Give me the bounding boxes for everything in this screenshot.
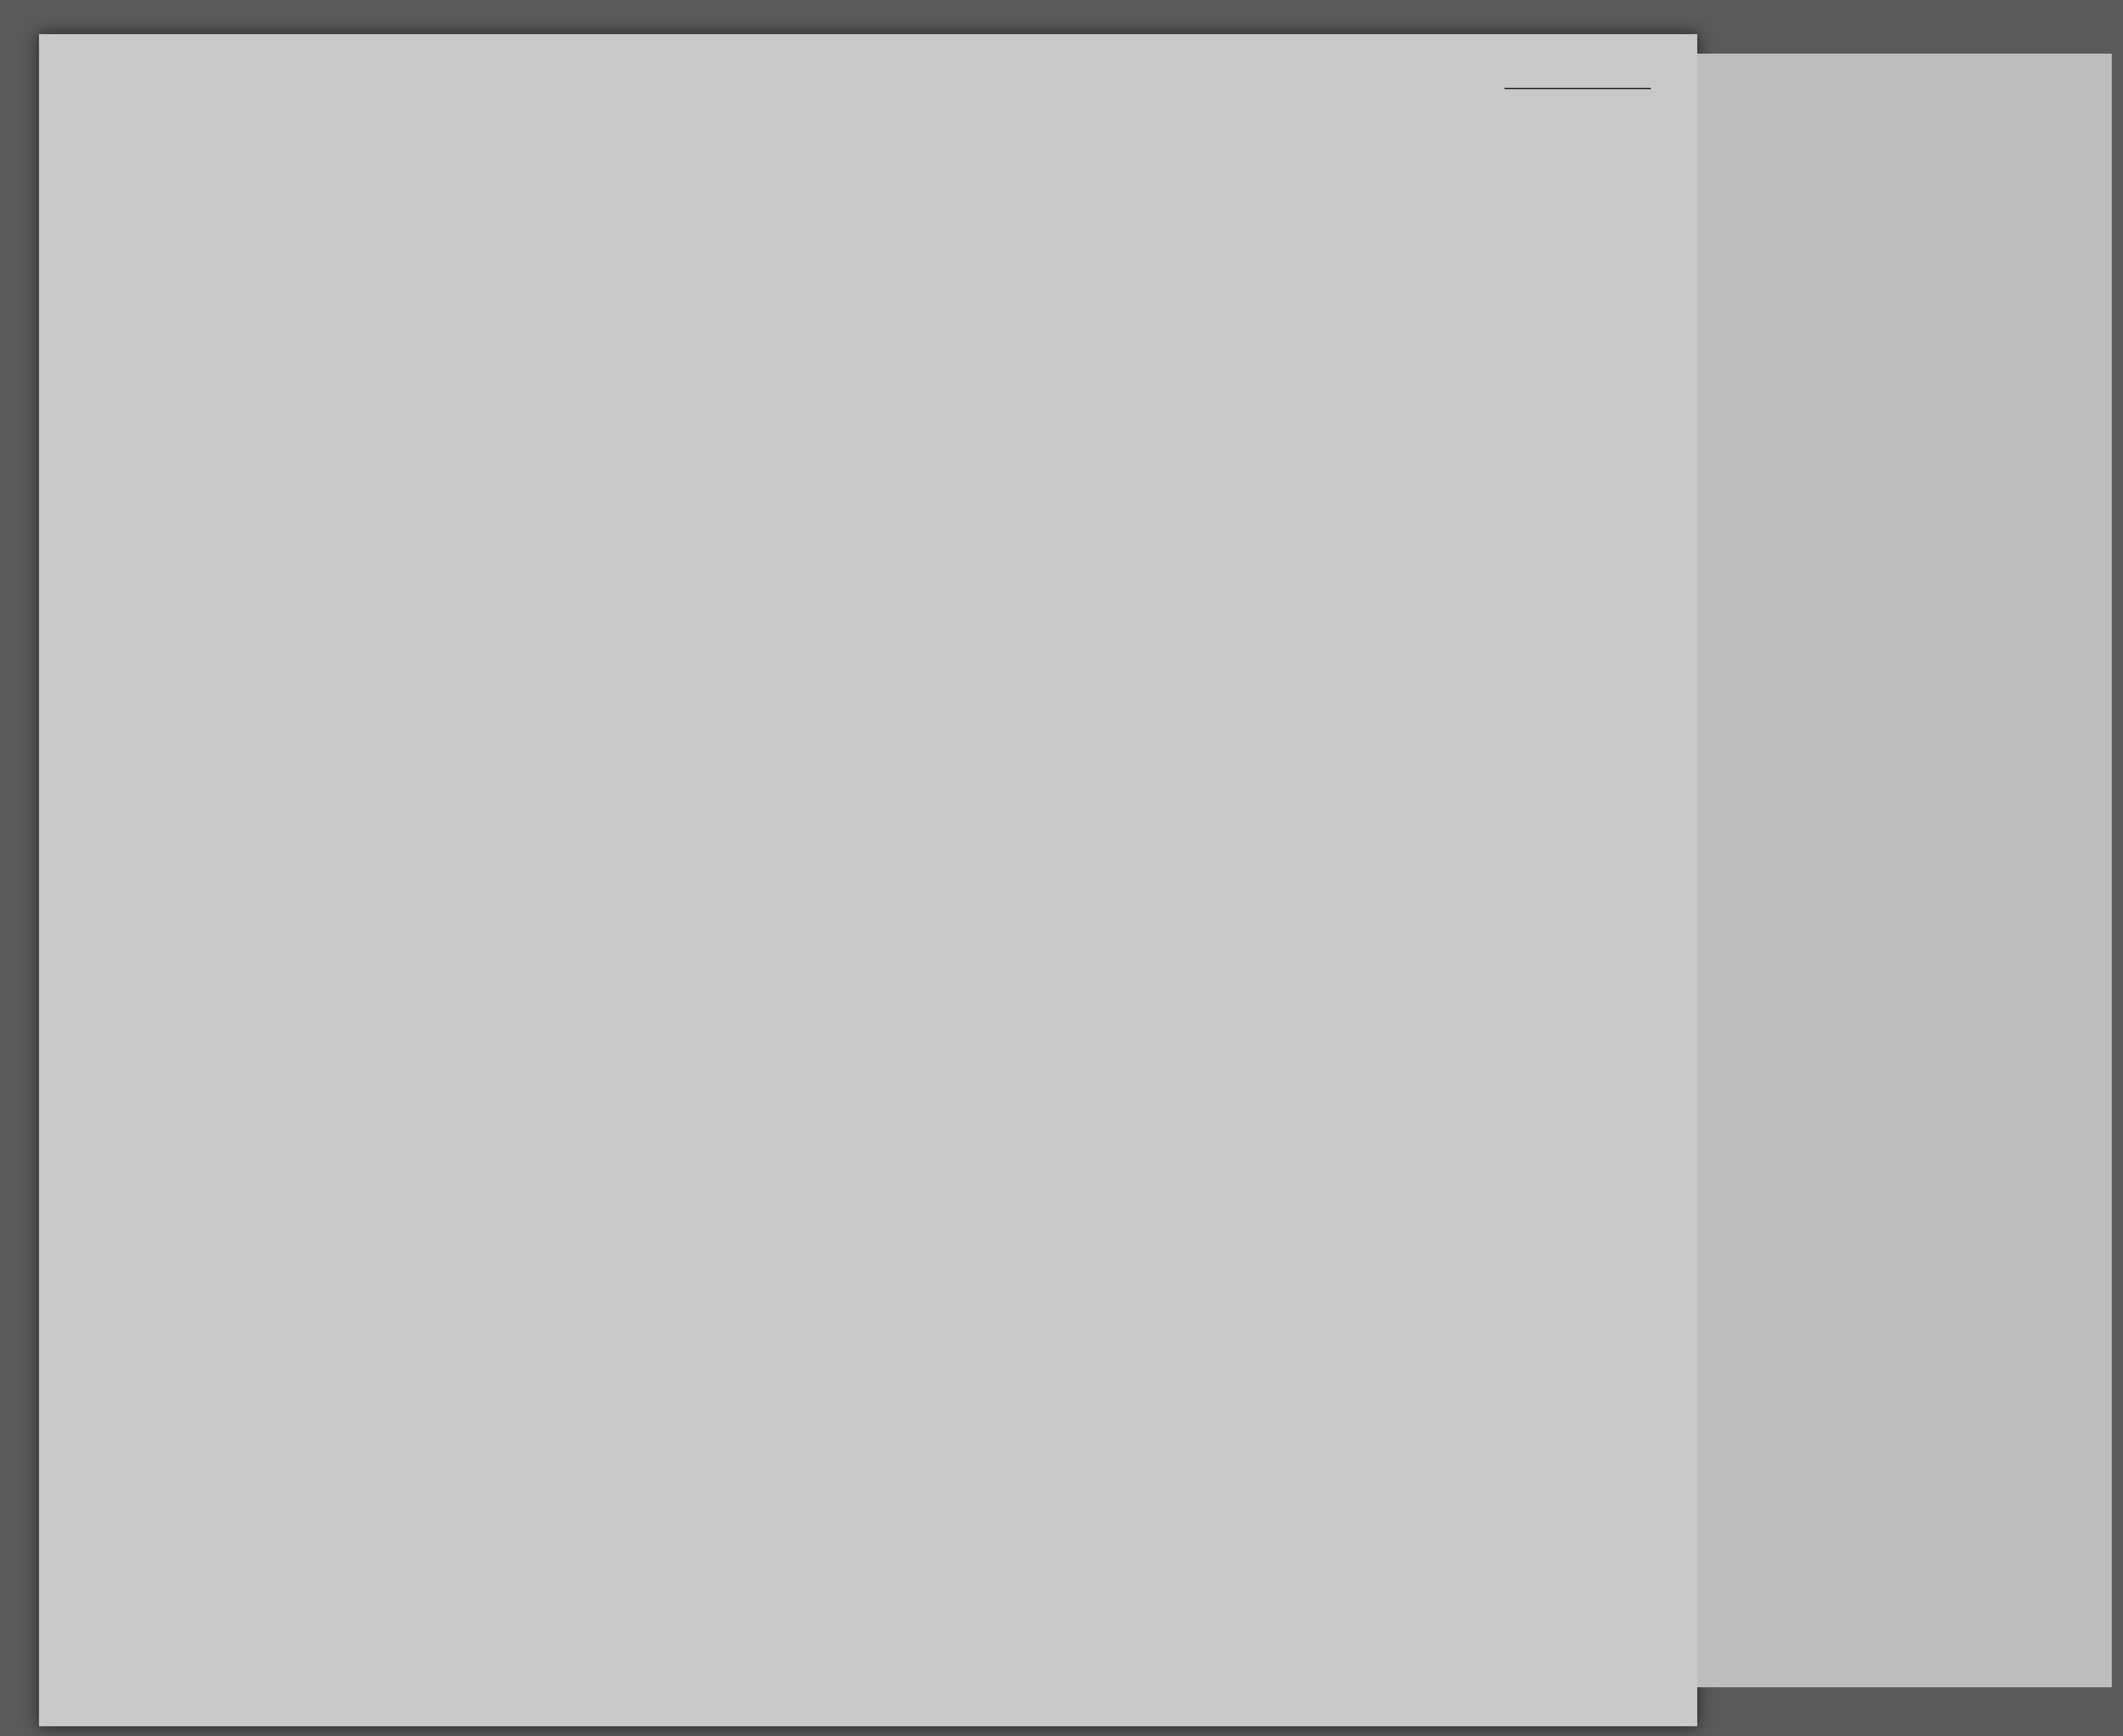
manifest-sheet	[39, 34, 1697, 1726]
visa-sheet	[1697, 54, 2112, 1687]
list-underline	[1505, 88, 1651, 89]
